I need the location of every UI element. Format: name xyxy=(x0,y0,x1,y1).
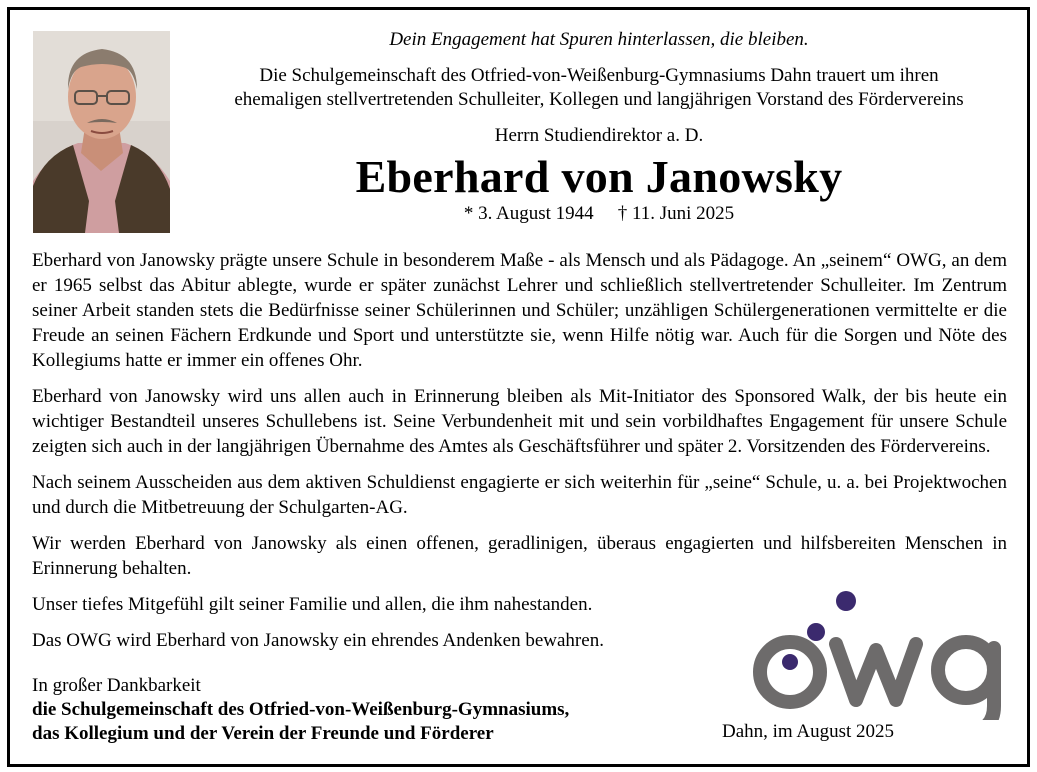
honorific: Herrn Studiendirektor a. D. xyxy=(494,125,704,146)
paragraph: Das OWG wird Eberhard von Janowsky ein ehrendes Andenken bewahren. xyxy=(32,630,604,651)
paragraph: Eberhard von Janowsky wird uns allen auch in Erinnerung bleiben als Mit-Initiator des Sponsored Walk, der bis heute ein wichtiger Bestandteil unseres Schullebens ist. Seine Verbundenheit mit und sein vorbildhaftes Engagement für unsere Schule zeigten sich auch in der langjährigen Übernahme des Amtes als Geschäftsführer und später 2. Vorsitzenden des Fördervereins. xyxy=(32,386,1007,457)
death-date: † 11. Juni 2025 xyxy=(617,203,735,224)
paragraph: Unser tiefes Mitgefühl gilt seiner Familie und allen, die ihm nahestanden. xyxy=(32,594,593,615)
intro-line: ehemaligen stellvertretenden Schulleiter, Kollegen und langjährigen Vorstand des Fördervereins xyxy=(234,89,964,110)
closing-signatory: das Kollegium und der Verein der Freunde und Förderer xyxy=(32,723,494,744)
intro-line: Die Schulgemeinschaft des Otfried-von-Weißenburg-Gymnasiums Dahn trauert um ihren xyxy=(259,65,939,86)
paragraph: Nach seinem Ausscheiden aus dem aktiven Schuldienst engagierte er sich weiterhin für „seine“ Schule, u. a. bei Projektwochen und durch die Mitbetreuung der Schulgarten-AG. xyxy=(32,472,1007,518)
closing-signatory: die Schulgemeinschaft des Otfried-von-Weißenburg-Gymnasiums, xyxy=(32,699,570,720)
header xyxy=(180,24,1018,226)
paragraph: Eberhard von Janowsky prägte unsere Schule in besonderem Maße - als Mensch und als Pädagoge. An „seinem“ OWG, an dem er 1965 selbst das Abitur ablegte, wurde er später zunächst Lehrer und schließlich stellvertretender Schulleiter. Im Zentrum seiner Arbeit standen stets die Bedürfnisse seiner Schülerinnen und Schüler; unzähligen Schülergenerationen vermittelte er die Freude an seinen Fächern Erdkunde und Sport und unterstützte sie, wenn Hilfe nötig war. Auch für die Sorgen und Nöte des Kollegiums hatte er immer ein offenes Ohr. xyxy=(32,250,1007,371)
life-dates xyxy=(180,202,1018,226)
closing xyxy=(32,674,712,746)
birth-date: * 3. August 1944 xyxy=(463,203,594,224)
intro xyxy=(180,64,1018,112)
portrait-photo xyxy=(33,31,170,233)
owg-logo xyxy=(748,588,1010,720)
paragraph: Wir werden Eberhard von Janowsky als einen offenen, geradlinigen, überaus engagierten und hilfsbereiten Menschen in Erinnerung behalten. xyxy=(32,533,1007,579)
closing-greeting: In großer Dankbarkeit xyxy=(32,675,201,696)
place-date: Dahn, im August 2025 xyxy=(722,721,895,742)
motto: Dein Engagement hat Spuren hinterlassen, die bleiben. xyxy=(389,29,809,50)
deceased-name: Eberhard von Janowsky xyxy=(355,151,843,202)
